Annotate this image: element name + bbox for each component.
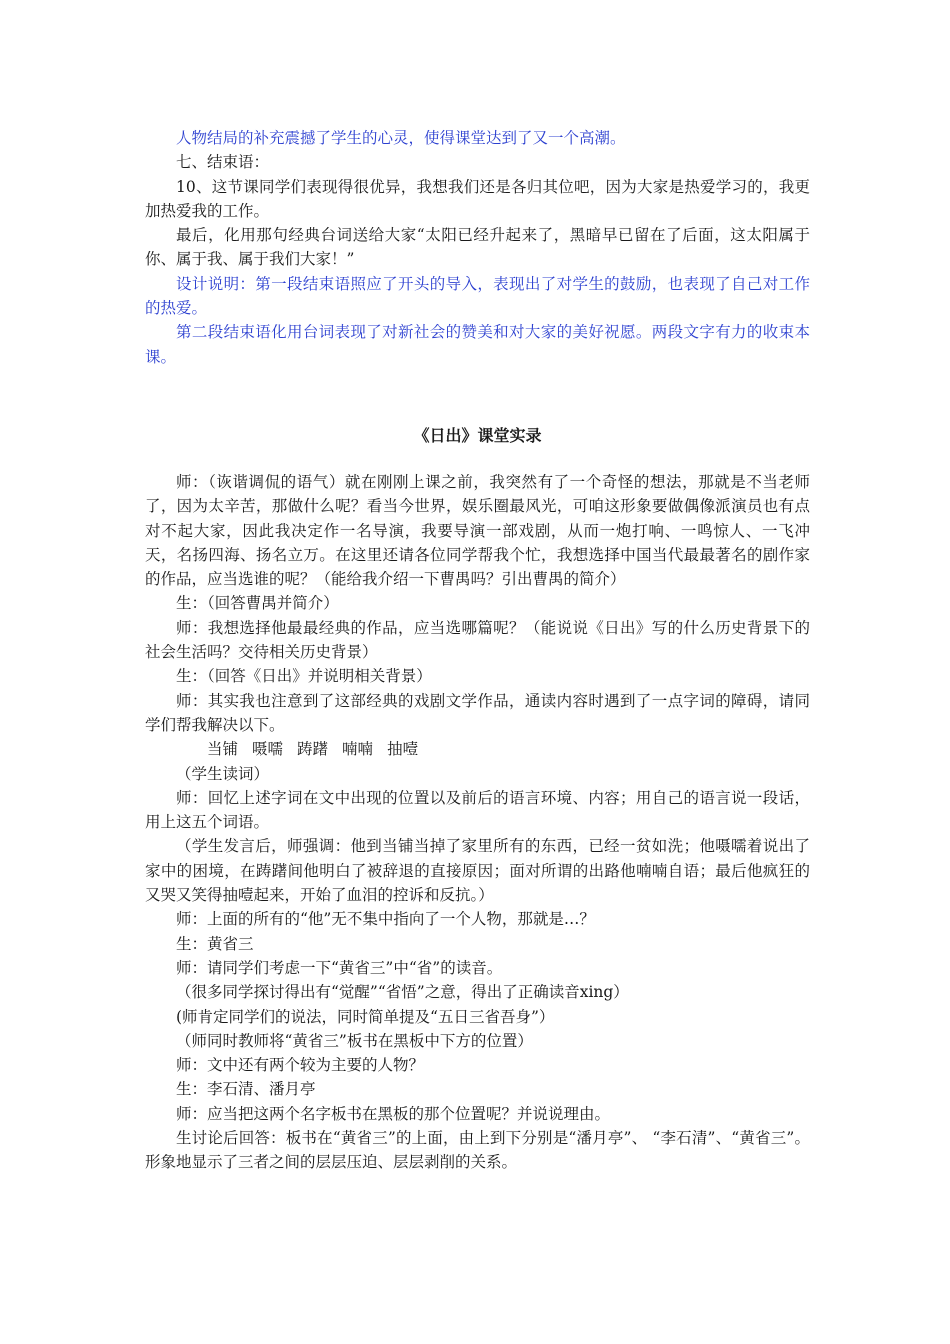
paragraph-climax-note: 人物结局的补充震撼了学生的心灵，使得课堂达到了又一个高潮。 bbox=[176, 129, 626, 147]
classroom-transcript bbox=[145, 470, 810, 1175]
vocab-word: 抽噎 bbox=[387, 740, 419, 759]
transcript-paragraph: 师：其实我也注意到了这部经典的戏剧文学作品，通读内容时遇到了一点字词的障碍，请同学们帮我解决以下。 bbox=[145, 691, 810, 734]
transcript-paragraph: 生：（回答曹禺并简介） bbox=[176, 594, 339, 613]
vocab-word: 当铺 bbox=[207, 740, 239, 759]
transcript-paragraph: (师肯定同学们的说法，同时简单提及“五日三省吾身”） bbox=[176, 1007, 555, 1026]
vocab-word: 踌躇 bbox=[297, 740, 329, 759]
transcript-paragraph: 师：回忆上述字词在文中出现的位置以及前后的语言环境、内容；用自己的语言说一段话，用上这五个词语。 bbox=[145, 788, 810, 832]
vocab-word: 喃喃 bbox=[342, 740, 374, 759]
transcript-paragraph: 生：（回答《日出》并说明相关背景） bbox=[176, 667, 432, 686]
transcript-paragraph: 生：黄省三 bbox=[176, 934, 254, 953]
vocabulary-list bbox=[145, 737, 810, 761]
transcript-paragraph: 生讨论后回答：板书在“黄省三”的上面，由上到下分别是“潘月亭”、 “李石清”、“黄省三”。形象地显示了三者之间的层层压迫、层层剥削的关系。 bbox=[145, 1129, 810, 1172]
transcript-paragraph: （学生读词） bbox=[176, 764, 270, 783]
transcript-paragraph: 师：上面的所有的“他”无不集中指向了一个人物，那就是…？ bbox=[176, 910, 595, 929]
transcript-paragraph: （师同时教师将“黄省三”板书在黑板中下方的位置） bbox=[176, 1031, 533, 1050]
paragraph-design-note-2: 第二段结束语化用台词表现了对新社会的赞美和对大家的美好祝愿。两段文字有力的收束本课。 bbox=[145, 323, 810, 366]
transcript-paragraph: 生：李石清、潘月亭 bbox=[176, 1080, 316, 1099]
transcript-paragraph: （学生发言后，师强调：他到当铺当掉了家里所有的东西，已经一贫如洗；他嗫嚅着说出了家中的困境，在踌躇间他明白了被辞退的直接原因；面对所谓的出路他喃喃自语；最后他疯狂的又哭又笑得抽噎起来，开始了血泪的控诉和反抗。） bbox=[145, 837, 810, 905]
paragraph-design-note-1: 设计说明：第一段结束语照应了开头的导入，表现出了对学生的鼓励，也表现了自己对工作的热爱。 bbox=[145, 274, 810, 318]
paragraph-conclusion-2: 最后，化用那句经典台词送给大家“太阳已经升起来了，黑暗早已留在了后面，这太阳属于你、属于我、属于我们大家！” bbox=[145, 226, 810, 269]
transcript-paragraph: 师：应当把这两个名字板书在黑板的那个位置呢？并说说理由。 bbox=[176, 1104, 611, 1123]
paragraph-conclusion-1: 10、这节课同学们表现得很优异，我想我们还是各归其位吧，因为大家是热爱学习的，我更加热爱我的工作。 bbox=[145, 177, 810, 220]
transcript-paragraph: 师：文中还有两个较为主要的人物？ bbox=[176, 1056, 425, 1075]
section-title: 《日出》课堂实录 bbox=[413, 426, 542, 445]
paragraph-conclusion-heading: 七、结束语： bbox=[176, 153, 270, 172]
transcript-paragraph: 师：（诙谐调侃的语气）就在刚刚上课之前，我突然有了一个奇怪的想法，那就是不当老师了，因为太辛苦，那做什么呢？看当今世界，娱乐圈最风光，可咱这形象要做偶像派演员也有点对不起大家，因此我决定作一名导演，我要导演一部戏剧，从而一炮打响、一鸣惊人、一飞冲天，名扬四海、扬名立万。在这里还请各位同学帮我个忙，我想选择中国当代最最著名的剧作家的作品，应当选谁的呢？（能给我介绍一下曹禺吗？引出曹禺的简介） bbox=[145, 473, 810, 589]
lesson-conclusion-section bbox=[145, 126, 810, 369]
transcript-paragraph: （很多同学探讨得出有“觉醒”“省悟”之意，得出了正确读音xing） bbox=[176, 983, 629, 1002]
transcript-paragraph: 师：我想选择他最最经典的作品，应当选哪篇呢？（能说说《日出》写的什么历史背景下的社会生活吗？交待相关历史背景） bbox=[145, 618, 810, 662]
vocab-word: 嗫嚅 bbox=[252, 740, 284, 759]
transcript-paragraph: 师：请同学们考虑一下“黄省三”中“省”的读音。 bbox=[176, 958, 503, 977]
